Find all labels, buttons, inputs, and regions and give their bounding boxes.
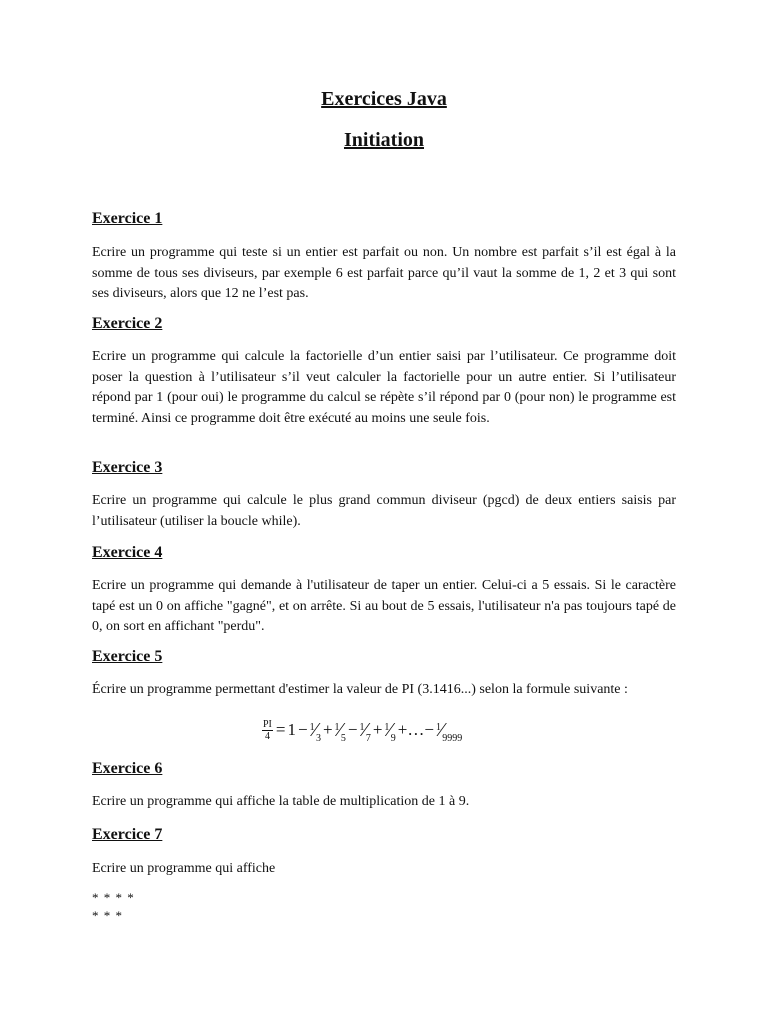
formula-op-3: − (347, 720, 358, 739)
formula-term-1-num: 1 (309, 722, 315, 733)
formula-equals: = (275, 720, 286, 739)
formula-term-2: 1⁄5 (334, 719, 346, 744)
stars-line-2: * * * (92, 908, 123, 923)
formula-op-1: − (298, 720, 308, 739)
exercise-2-text: Ecrire un programme qui calcule la factorielle d’un entier saisi par l’utilisateur. Ce programme doit poser la question à l’utilisateur s’il veut calculer la factorielle pour un autre entier. Si l’utilisateur répond par 1 (pour oui) le programme du calcul se répète s’il répond par 0 (pour non) le programme est terminé. Ainsi ce programme doit être exécuté au moins une seule fois. (92, 349, 676, 426)
formula-term-3-den: 7 (365, 733, 371, 744)
exercise-2-heading: Exercice 2 (92, 315, 163, 332)
exercise-4-text: Ecrire un programme qui demande à l'utilisateur de taper un entier. Celui-ci a 5 essais. Si le caractère tapé est un 0 on affiche "gagné", et on arrête. Si au bout de 5 essais, l'utilisateur n'a pas toujours tapé de 0, on sort en affichant "perdu". (92, 578, 676, 634)
exercise-4-heading: Exercice 4 (92, 544, 163, 561)
formula-term-last-num: 1 (435, 722, 441, 733)
exercise-7-text: Ecrire un programme qui affiche (92, 861, 276, 876)
formula-term-last: 1⁄9999 (435, 719, 463, 744)
document-subtitle: Initiation (343, 129, 425, 151)
stars-line-1: * * * * (92, 890, 135, 905)
pi-formula (262, 712, 463, 748)
exercise-5-text: Écrire un programme permettant d'estimer la valeur de PI (3.1416...) selon la formule suivante : (92, 682, 628, 697)
exercise-1-text: Ecrire un programme qui teste si un entier est parfait ou non. Un nombre est parfait s’il est égal à la somme de tous ses diviseurs, par exemple 6 est parfait parce qu’il vaut la somme de 1, 2 et 3 qui sont ses diviseurs, alors que 12 ne l’est pas. (92, 245, 676, 301)
formula-op-2: + (322, 720, 333, 739)
formula-lhs-num: PI (263, 718, 272, 730)
formula-term-4-num: 1 (384, 722, 390, 733)
exercise-7-heading: Exercice 7 (92, 826, 163, 843)
formula-term-3-num: 1 (359, 722, 365, 733)
formula-term-1: 1⁄3 (309, 719, 321, 744)
formula-lhs (262, 719, 273, 742)
formula-lhs-den: 4 (264, 730, 270, 742)
formula-term-1-den: 3 (315, 733, 321, 744)
formula-term-3: 1⁄7 (359, 719, 371, 744)
formula-one: 1 (287, 720, 296, 739)
exercise-1-heading: Exercice 1 (92, 210, 163, 227)
exercise-3-text: Ecrire un programme qui calcule le plus grand commun diviseur (pgcd) de deux entiers saisis par l’utilisateur (utiliser la boucle while). (92, 493, 676, 529)
exercise-3-heading: Exercice 3 (92, 459, 163, 476)
formula-term-4-den: 9 (390, 733, 396, 744)
formula-term-4: 1⁄9 (384, 719, 396, 744)
document-title: Exercices Java (321, 88, 447, 110)
exercise-5-heading: Exercice 5 (92, 648, 163, 665)
formula-term-2-num: 1 (334, 722, 340, 733)
exercise-6-text: Ecrire un programme qui affiche la table de multiplication de 1 à 9. (92, 794, 470, 809)
formula-op-4: + (372, 720, 383, 739)
formula-term-2-den: 5 (340, 733, 346, 744)
formula-ellipsis: +…− (397, 720, 434, 739)
formula-term-last-den: 9999 (442, 733, 463, 744)
exercise-6-heading: Exercice 6 (92, 760, 163, 777)
